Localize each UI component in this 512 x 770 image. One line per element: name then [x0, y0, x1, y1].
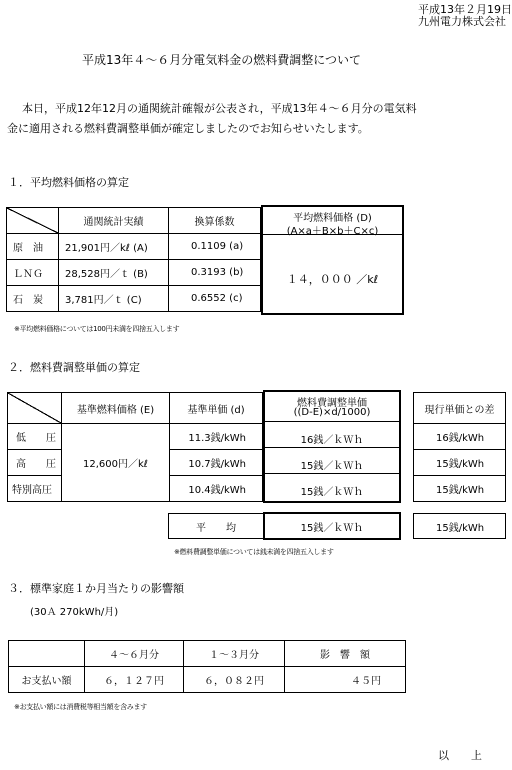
table2-row-diff: 15銭/kWh — [413, 475, 506, 502]
table1-header-stats: 通関統計実績 — [58, 207, 169, 234]
adj-unit-row: 16銭／ｋＷｈ — [300, 435, 364, 446]
table3-q2-value: ６，１２７円 — [84, 666, 184, 693]
document-date: 平成13年２月19日 — [418, 3, 512, 16]
table1-row-stat: 21,901円／kℓ (A) — [58, 233, 169, 260]
table1-row-label: ＬＮＧ — [6, 259, 59, 286]
adj-unit-row: 15銭／ｋＷｈ — [300, 487, 364, 498]
table2-header-base-unit: 基準単価 (d) — [169, 392, 263, 424]
section1-heading: １．平均燃料価格の算定 — [8, 176, 129, 189]
table2-row-diff: 16銭/kWh — [413, 423, 506, 450]
table2-avg-label: 平 均 — [168, 513, 264, 539]
table1-row-coef: 0.6552 (c) — [168, 285, 261, 312]
table1-header-coef: 換算係数 — [168, 207, 261, 234]
table2-header-base-fuel: 基準燃料価格 (E) — [61, 392, 170, 424]
table2-row-base: 10.7銭/kWh — [169, 449, 263, 476]
section1-note: ※平均燃料価格については100円未満を四捨五入します — [14, 325, 180, 333]
avg-fuel-formula: (A×a＋B×b＋C×c) — [286, 226, 379, 237]
table2-row-label: 特別高圧 — [7, 475, 62, 502]
table1-row-coef: 0.1109 (a) — [168, 233, 261, 260]
table1-row-stat: 28,528円／ｔ (B) — [58, 259, 169, 286]
table3-header-q1: １～３月分 — [183, 640, 285, 667]
table2-base-fuel-value: 12,600円／kℓ — [61, 423, 170, 502]
adj-unit-divider — [265, 447, 399, 448]
adj-unit-divider — [265, 473, 399, 474]
avg-fuel-value: １４，０００ ／kℓ — [286, 273, 379, 286]
avg-fuel-divider — [263, 234, 402, 235]
intro-line-2: 金に適用される燃料費調整単価が確定しましたのでお知らせいたします。 — [7, 122, 369, 135]
section2-heading: ２．燃料費調整単価の算定 — [8, 361, 140, 374]
table1-row-label: 石 炭 — [6, 285, 59, 312]
table3-q1-value: ６，０８２円 — [183, 666, 285, 693]
table3-header-q2: ４～６月分 — [84, 640, 184, 667]
table3-header-effect: 影 響 額 — [284, 640, 406, 667]
avg-fuel-header: 平均燃料価格 (D) — [293, 213, 372, 224]
section3-note: ※お支払い額には消費税等相当額を含みます — [14, 703, 147, 711]
table2-header-current: 現行単価との差 — [413, 392, 506, 424]
avg-fuel-price-box — [261, 205, 404, 315]
section3-subheading: (30Ａ 270kWh/月) — [30, 607, 119, 618]
table2-row-diff: 15銭/kWh — [413, 449, 506, 476]
table1-row-label: 原 油 — [6, 233, 59, 260]
company-name: 九州電力株式会社 — [418, 15, 506, 28]
intro-line-1: 本日，平成12年12月の通関統計確報が公表され，平成13年４～６月分の電気料 — [22, 102, 417, 115]
adj-unit-formula: ((D-E)×d/1000) — [293, 407, 371, 418]
table2-row-base: 10.4銭/kWh — [169, 475, 263, 502]
adj-unit-box — [263, 390, 401, 503]
table3-row-label: お支払い額 — [8, 666, 85, 693]
table3-corner-cell — [8, 640, 85, 667]
adj-unit-divider — [265, 421, 399, 422]
closing-mark: 以 上 — [438, 749, 482, 762]
table2-avg-diff: 15銭/kWh — [413, 513, 506, 539]
table3-effect-value: ４５円 — [284, 666, 406, 693]
table1-row-stat: 3,781円／ｔ (C) — [58, 285, 169, 312]
table1-corner-cell — [6, 207, 59, 234]
section2-note: ※燃料費調整単価については銭未満を四捨五入します — [174, 548, 334, 556]
table2-row-label: 高 圧 — [7, 449, 62, 476]
page-title: 平成13年４～６月分電気料金の燃料費調整について — [82, 53, 362, 67]
table2-row-base: 11.3銭/kWh — [169, 423, 263, 450]
table2-avg-adj: 15銭／ｋＷｈ — [263, 512, 401, 540]
adj-unit-row: 15銭／ｋＷｈ — [300, 461, 364, 472]
adj-unit-header: 燃料費調整単価 — [297, 398, 367, 409]
table1-row-coef: 0.3193 (b) — [168, 259, 261, 286]
table2-corner-cell — [7, 392, 62, 424]
section3-heading: ３．標準家庭１か月当たりの影響額 — [8, 582, 184, 595]
table2-row-label: 低 圧 — [7, 423, 62, 450]
